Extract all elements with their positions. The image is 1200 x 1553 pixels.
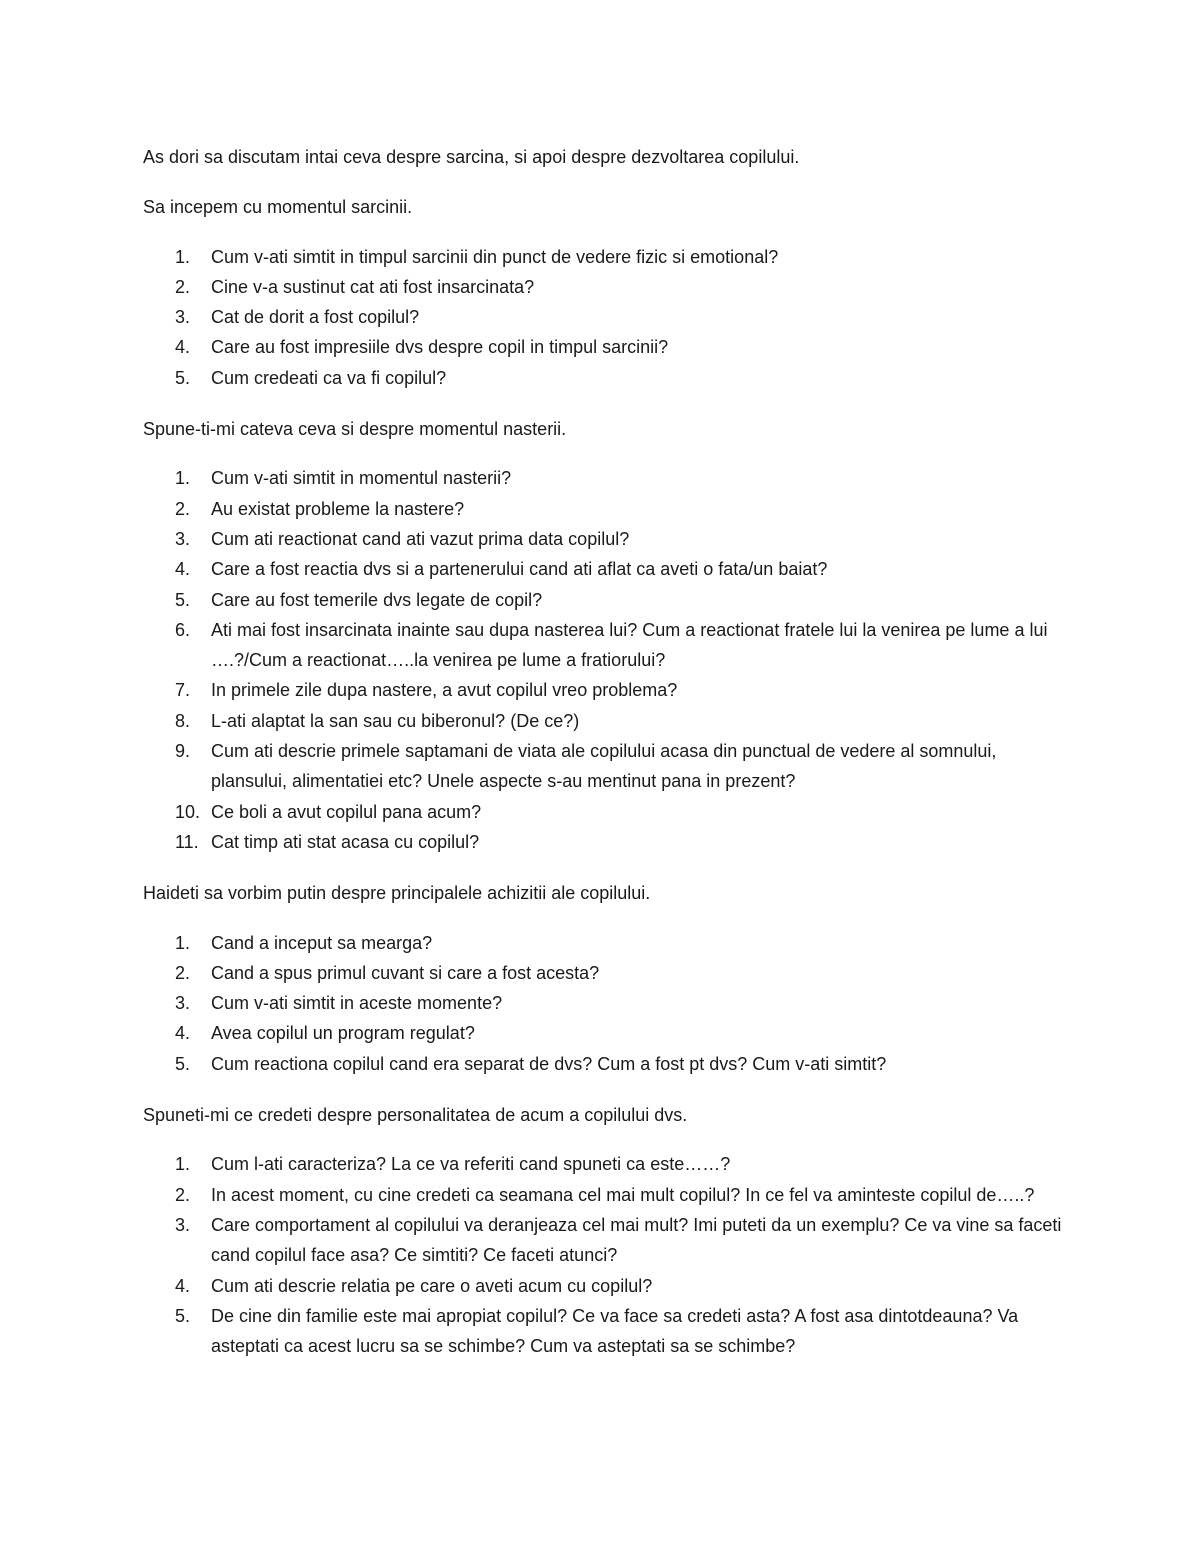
- question-item: [143, 272, 1063, 302]
- section: [143, 1100, 1063, 1361]
- question-number: 5.: [175, 589, 191, 610]
- question-number: 5.: [175, 1305, 191, 1326]
- question-text: Au existat probleme la nastere?: [211, 498, 465, 519]
- question-item: [143, 463, 1063, 493]
- document-page: [143, 142, 1063, 1382]
- question-item: [143, 1301, 1063, 1362]
- question-number: 9.: [175, 741, 191, 762]
- question-item: [143, 797, 1063, 827]
- question-number: 6.: [175, 619, 191, 640]
- question-item: [143, 988, 1063, 1018]
- question-number: 4.: [175, 1275, 191, 1296]
- question-number: 2.: [175, 962, 191, 983]
- question-number: 10.: [175, 801, 201, 822]
- question-number: 3.: [175, 1214, 191, 1235]
- question-item: [143, 1271, 1063, 1301]
- question-item: [143, 554, 1063, 584]
- question-item: [143, 928, 1063, 958]
- question-text: In primele zile dupa nastere, a avut copilul vreo problema?: [211, 680, 678, 701]
- question-item: [143, 615, 1063, 676]
- question-number: 7.: [175, 680, 191, 701]
- question-text: Cand a spus primul cuvant si care a fost acesta?: [211, 962, 600, 983]
- question-number: 3.: [175, 307, 191, 328]
- section-heading: Spune-ti-mi cateva ceva si despre momentul nasterii.: [143, 419, 567, 440]
- question-text: L-ati alaptat la san sau cu biberonul? (De ce?): [211, 710, 580, 731]
- question-item: [143, 1049, 1063, 1079]
- question-number: 2.: [175, 276, 191, 297]
- section-heading: Spuneti-mi ce credeti despre personalitatea de acum a copilului dvs.: [143, 1105, 688, 1126]
- question-number: 4.: [175, 559, 191, 580]
- question-text: Cum l-ati caracteriza? La ce va referiti cand spuneti ca este……?: [211, 1154, 731, 1175]
- section-heading: Haideti sa vorbim putin despre principalele achizitii ale copilului.: [143, 883, 651, 904]
- question-item: [143, 675, 1063, 705]
- question-text: Cum ati descrie primele saptamani de viata ale copilului acasa din punctual de vedere al somnului, plansului, alimentatiei etc? Unele aspecte s-au mentinut pana in prezent?: [211, 741, 997, 792]
- question-item: [143, 242, 1063, 272]
- question-item: [143, 1180, 1063, 1210]
- question-item: [143, 736, 1063, 797]
- question-item: [143, 1210, 1063, 1271]
- question-text: Care a fost reactia dvs si a partenerului cand ati aflat ca aveti o fata/un baiat?: [211, 559, 828, 580]
- question-number: 1.: [175, 468, 191, 489]
- section: [143, 414, 1063, 857]
- question-text: Cat de dorit a fost copilul?: [211, 307, 420, 328]
- question-text: Cum v-ati simtit in momentul nasterii?: [211, 468, 512, 489]
- question-text: Cum credeati ca va fi copilul?: [211, 367, 447, 388]
- question-list: [143, 928, 1063, 1079]
- question-number: 5.: [175, 367, 191, 388]
- question-text: Cand a inceput sa mearga?: [211, 932, 433, 953]
- question-text: Cine v-a sustinut cat ati fost insarcinata?: [211, 276, 535, 297]
- question-text: Cum ati reactionat cand ati vazut prima data copilul?: [211, 528, 630, 549]
- section: [143, 878, 1063, 1079]
- section: [143, 192, 1063, 393]
- question-item: [143, 332, 1063, 362]
- question-number: 5.: [175, 1053, 191, 1074]
- question-item: [143, 1018, 1063, 1048]
- question-text: De cine din familie este mai apropiat copilul? Ce va face sa credeti asta? A fost asa dintotdeauna? Va asteptati ca acest lucru sa se schimbe? Cum va asteptati sa se schimbe?: [211, 1305, 1019, 1357]
- question-item: [143, 958, 1063, 988]
- question-text: In acest moment, cu cine credeti ca seamana cel mai mult copilul? In ce fel va aminteste copilul de…..?: [211, 1184, 1035, 1205]
- question-text: Care comportament al copilului va deranjeaza cel mai mult? Imi puteti da un exemplu? Ce va vine sa faceti cand copilul face asa? Ce simtiti? Ce faceti atunci?: [211, 1214, 1062, 1266]
- question-item: [143, 524, 1063, 554]
- question-text: Care au fost temerile dvs legate de copil?: [211, 589, 543, 610]
- question-item: [143, 706, 1063, 736]
- question-text: Ce boli a avut copilul pana acum?: [211, 801, 482, 822]
- question-item: [143, 1149, 1063, 1179]
- question-text: Cum ati descrie relatia pe care o aveti acum cu copilul?: [211, 1275, 653, 1296]
- question-list: [143, 242, 1063, 393]
- question-list: [143, 1149, 1063, 1361]
- question-number: 4.: [175, 337, 191, 358]
- question-number: 11.: [175, 831, 199, 852]
- question-number: 3.: [175, 993, 191, 1014]
- question-item: [143, 494, 1063, 524]
- question-text: Ati mai fost insarcinata inainte sau dupa nasterea lui? Cum a reactionat fratele lui la venirea pe lume a lui ….?/Cum a reactionat…..la venirea pe lume a fratiorului?: [211, 619, 1048, 671]
- question-text: Cat timp ati stat acasa cu copilul?: [211, 831, 480, 852]
- question-number: 1.: [175, 246, 191, 267]
- question-number: 2.: [175, 498, 191, 519]
- question-item: [143, 827, 1063, 857]
- intro-paragraph: As dori sa discutam intai ceva despre sarcina, si apoi despre dezvoltarea copilului.: [143, 147, 800, 167]
- question-number: 4.: [175, 1023, 191, 1044]
- question-item: [143, 302, 1063, 332]
- question-number: 1.: [175, 1154, 191, 1175]
- question-text: Cum reactiona copilul cand era separat de dvs? Cum a fost pt dvs? Cum v-ati simtit?: [211, 1053, 887, 1074]
- question-text: Avea copilul un program regulat?: [211, 1023, 475, 1044]
- section-heading: Sa incepem cu momentul sarcinii.: [143, 197, 413, 218]
- question-text: Cum v-ati simtit in timpul sarcinii din punct de vedere fizic si emotional?: [211, 246, 779, 267]
- question-number: 2.: [175, 1184, 191, 1205]
- question-item: [143, 363, 1063, 393]
- question-number: 1.: [175, 932, 191, 953]
- question-item: [143, 585, 1063, 615]
- question-list: [143, 463, 1063, 857]
- question-number: 8.: [175, 710, 191, 731]
- question-text: Care au fost impresiile dvs despre copil in timpul sarcinii?: [211, 337, 669, 358]
- questionnaire-sections: [143, 192, 1063, 1361]
- question-text: Cum v-ati simtit in aceste momente?: [211, 993, 503, 1014]
- question-number: 3.: [175, 528, 191, 549]
